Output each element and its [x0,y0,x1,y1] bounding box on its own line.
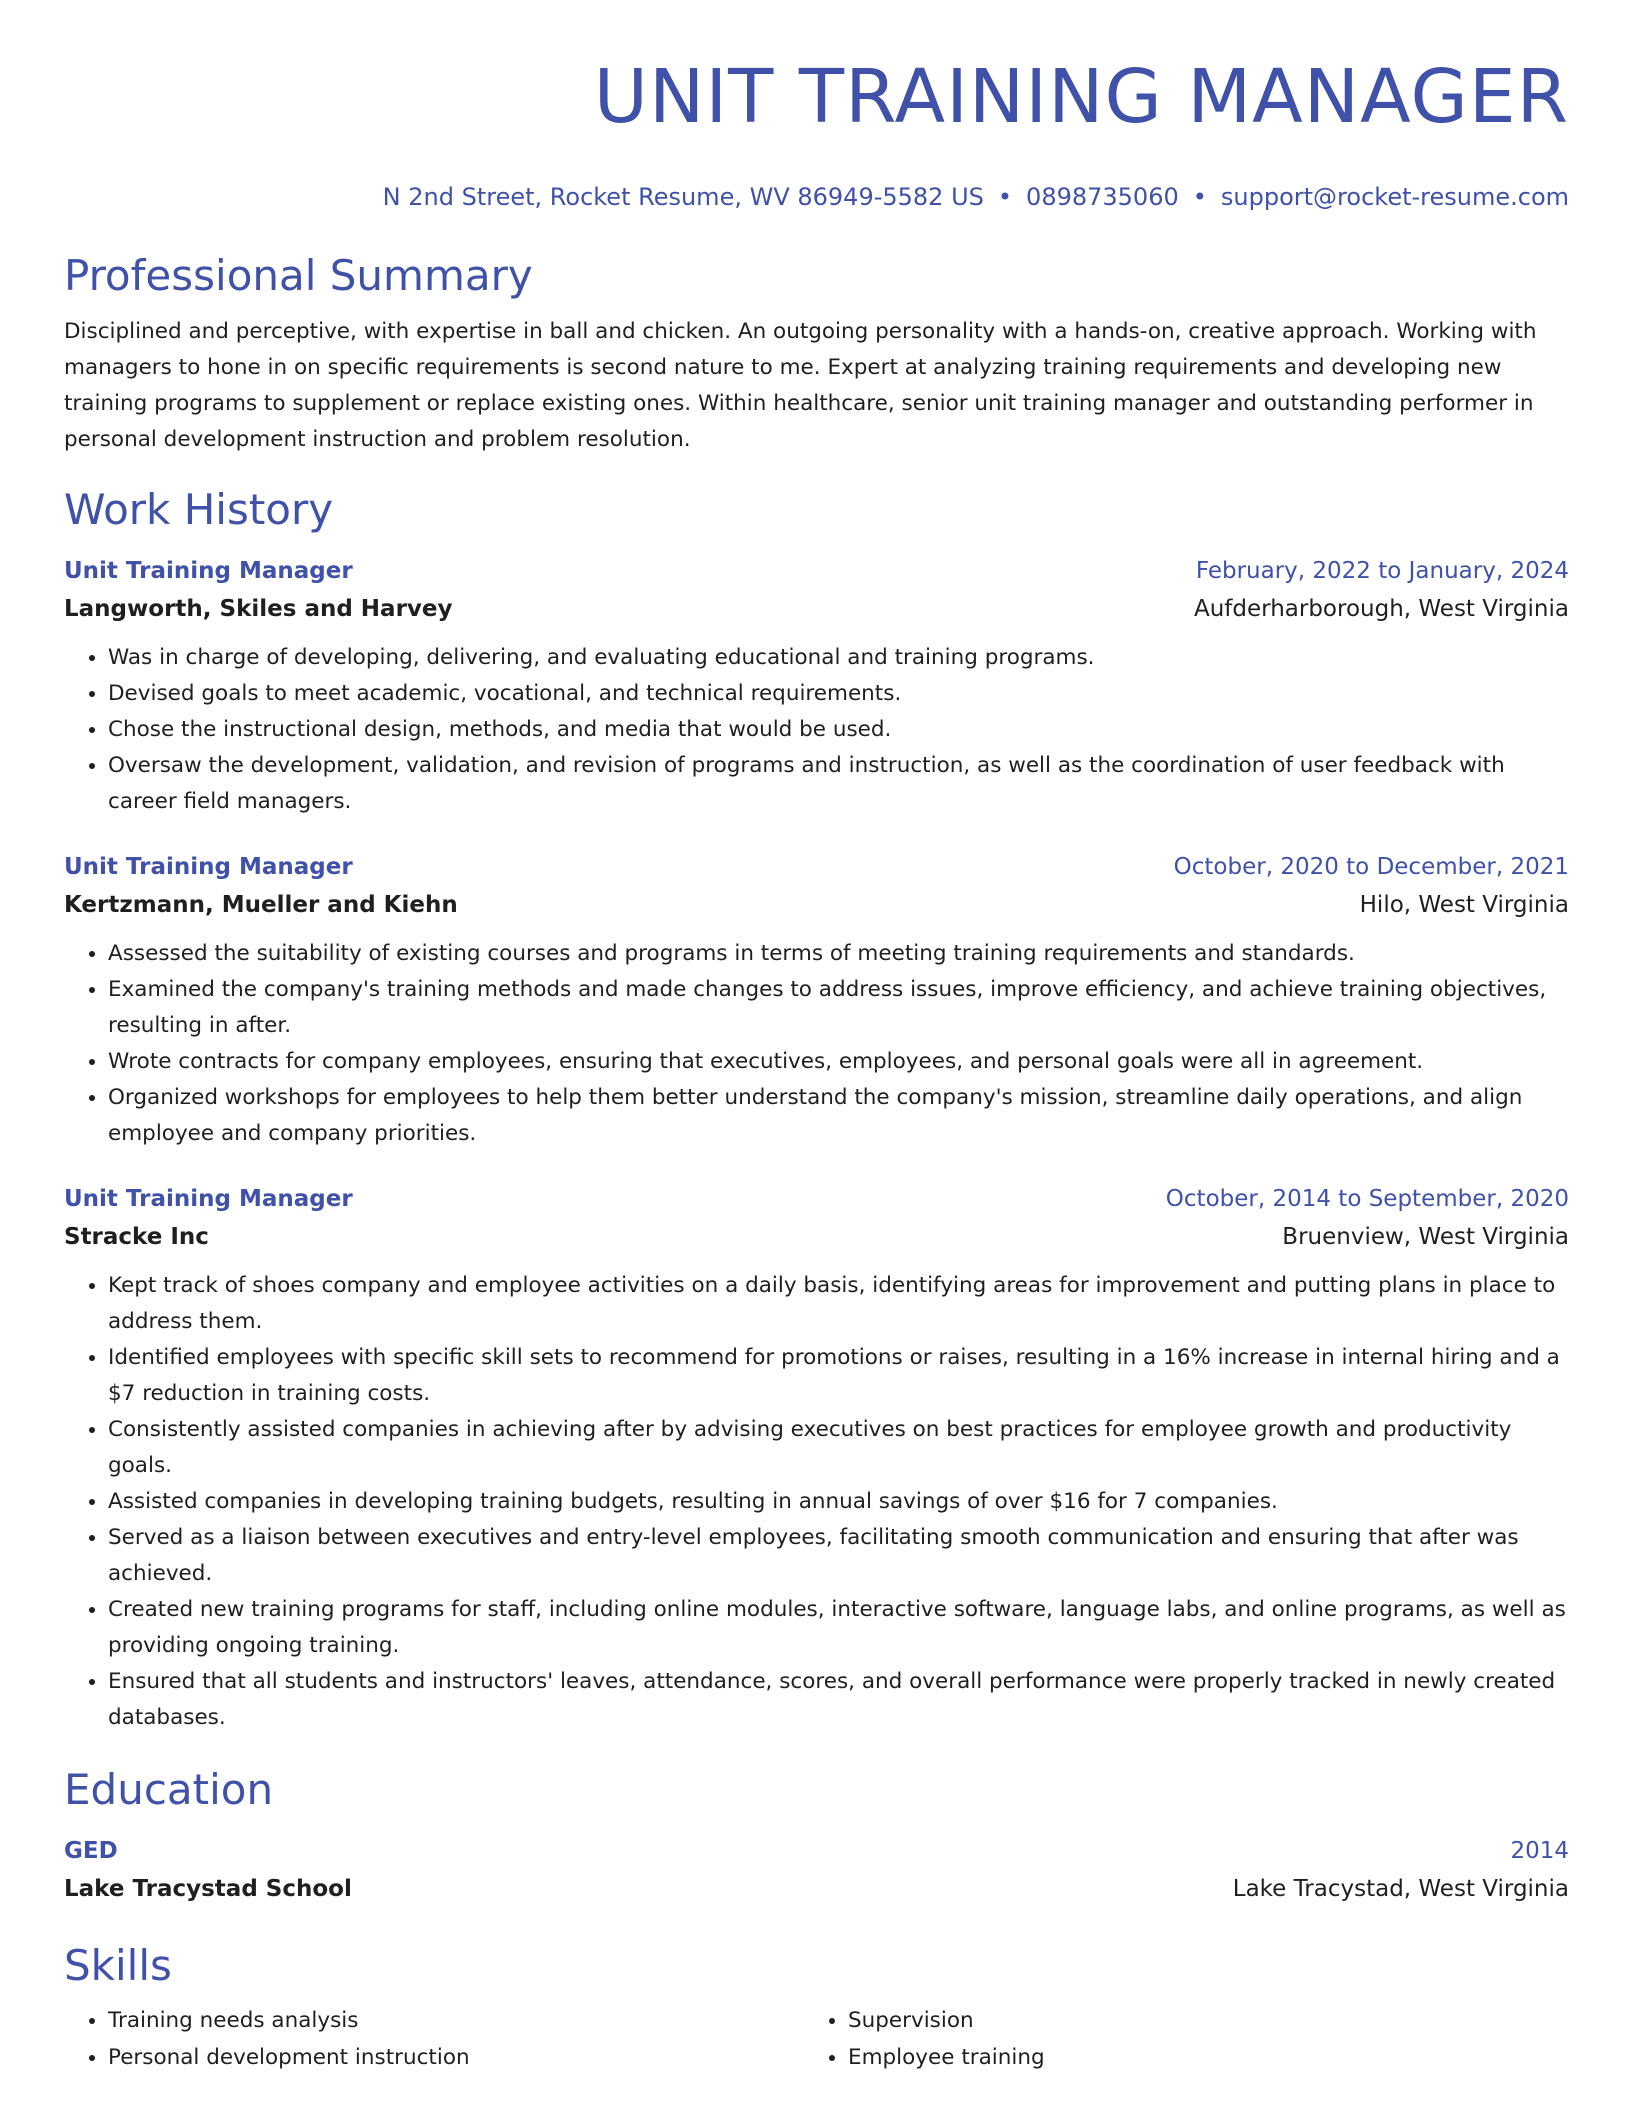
job-company-row [64,1216,1569,1254]
job-bullet: • Served as a liaison between executives and entry-level employees, facilitating smooth communication and ensuring that after was achieved. [108,1520,1569,1592]
skills-list-left [64,2002,804,2076]
summary-text: Disciplined and perceptive, with expertise in ball and chicken. An outgoing personality with a hands-on, creative approach. Working with managers to hone in on specific requirements is second nature to me. Expert at analyzing training requirements and developing new training programs to supplement or replace existing ones. Within healthcare, senior unit training manager and outstanding performer in personal development instruction and problem resolution. [64,319,1537,452]
section-title-summary: Professional Summary [64,251,533,300]
job-company-row [64,588,1569,626]
job-bullet: • Consistently assisted companies in achieving after by advising executives on best practices for employee growth and productivity goals. [108,1412,1569,1484]
skill-item: • Supervision [848,2002,1564,2039]
section-title-skills: Skills [64,1941,172,1990]
education-school-row [64,1868,1569,1906]
job-bullets [64,936,1569,1152]
job-title: Unit Training Manager [64,1186,353,1212]
job-dates: October, 2020 to December, 2021 [1173,854,1569,880]
skills-list-right [804,2002,1564,2076]
section-title-education: Education [64,1765,274,1814]
job-bullet: • Kept track of shoes company and employee activities on a daily basis, identifying areas for improvement and putting plans in place to address them. [108,1268,1569,1340]
job-title: Unit Training Manager [64,558,353,584]
job-bullet: • Assisted companies in developing training budgets, resulting in annual savings of over $16 for 7 companies. [108,1484,1569,1520]
job-header-row [64,554,1569,588]
job-bullets [64,1268,1569,1736]
job-bullet: • Organized workshops for employees to help them better understand the company's mission, streamline daily operations, and align employee and company priorities. [108,1080,1569,1152]
job-bullet: • Created new training programs for staff, including online modules, interactive software, language labs, and online programs, as well as providing ongoing training. [108,1592,1569,1664]
section-title-work-history: Work History [64,485,334,534]
job-company: Kertzmann, Mueller and Kiehn [64,892,458,918]
job-header-row [64,1182,1569,1216]
job-bullet: • Oversaw the development, validation, and revision of programs and instruction, as well as the coordination of user feedback with career field managers. [108,748,1569,820]
job-bullet: • Devised goals to meet academic, vocational, and technical requirements. [108,676,1569,712]
candidate-name: UNIT TRAINING MANAGER [593,54,1569,140]
contact-line [64,182,1569,212]
education-location: Lake Tracystad, West Virginia [1232,1876,1569,1902]
job-entry [64,850,1569,1152]
resume-header [64,52,1569,212]
job-location: Hilo, West Virginia [1359,892,1569,918]
job-bullets [64,640,1569,820]
skill-item: • Personal development instruction [108,2039,804,2076]
contact-email[interactable]: support@rocket-resume.com [1220,183,1569,211]
job-bullet: • Identified employees with specific skill sets to recommend for promotions or raises, resulting in a 16% increase in internal hiring and a $7 reduction in training costs. [108,1340,1569,1412]
job-company: Langworth, Skiles and Harvey [64,596,453,622]
skill-item: • Employee training [848,2039,1564,2076]
job-bullet: • Wrote contracts for company employees, ensuring that executives, employees, and personal goals were all in agreement. [108,1044,1569,1080]
education-school: Lake Tracystad School [64,1876,352,1902]
skills-grid [64,2002,1569,2076]
contact-address: N 2nd Street, Rocket Resume, WV 86949-5582 US [382,183,984,211]
job-location: Bruenview, West Virginia [1282,1224,1569,1250]
summary-section [64,250,1569,458]
education-header-row [64,1834,1569,1868]
education-section [64,1764,1569,1906]
job-company-row [64,884,1569,922]
job-dates: February, 2022 to January, 2024 [1195,558,1569,584]
job-bullet: • Assessed the suitability of existing courses and programs in terms of meeting training requirements and standards. [108,936,1569,972]
skills-section [64,1940,1569,2076]
job-company: Stracke Inc [64,1224,209,1250]
education-entry [64,1834,1569,1906]
job-location: Aufderharborough, West Virginia [1194,596,1569,622]
job-entry [64,1182,1569,1736]
skill-item: • Training needs analysis [108,2002,804,2039]
job-bullet: • Examined the company's training methods and made changes to address issues, improve efficiency, and achieve training objectives, resulting in after. [108,972,1569,1044]
education-year: 2014 [1510,1838,1569,1864]
job-bullet: • Was in charge of developing, delivering, and evaluating educational and training programs. [108,640,1569,676]
job-bullet: • Chose the instructional design, methods, and media that would be used. [108,712,1569,748]
contact-separator: • [1192,183,1207,211]
contact-phone[interactable]: 0898735060 [1026,183,1179,211]
job-header-row [64,850,1569,884]
work-history-section [64,484,1569,1736]
job-entry [64,554,1569,820]
job-title: Unit Training Manager [64,854,353,880]
education-degree: GED [64,1838,118,1864]
job-dates: October, 2014 to September, 2020 [1165,1186,1569,1212]
job-bullet: • Ensured that all students and instructors' leaves, attendance, scores, and overall performance were properly tracked in newly created databases. [108,1664,1569,1736]
contact-separator: • [997,183,1013,211]
